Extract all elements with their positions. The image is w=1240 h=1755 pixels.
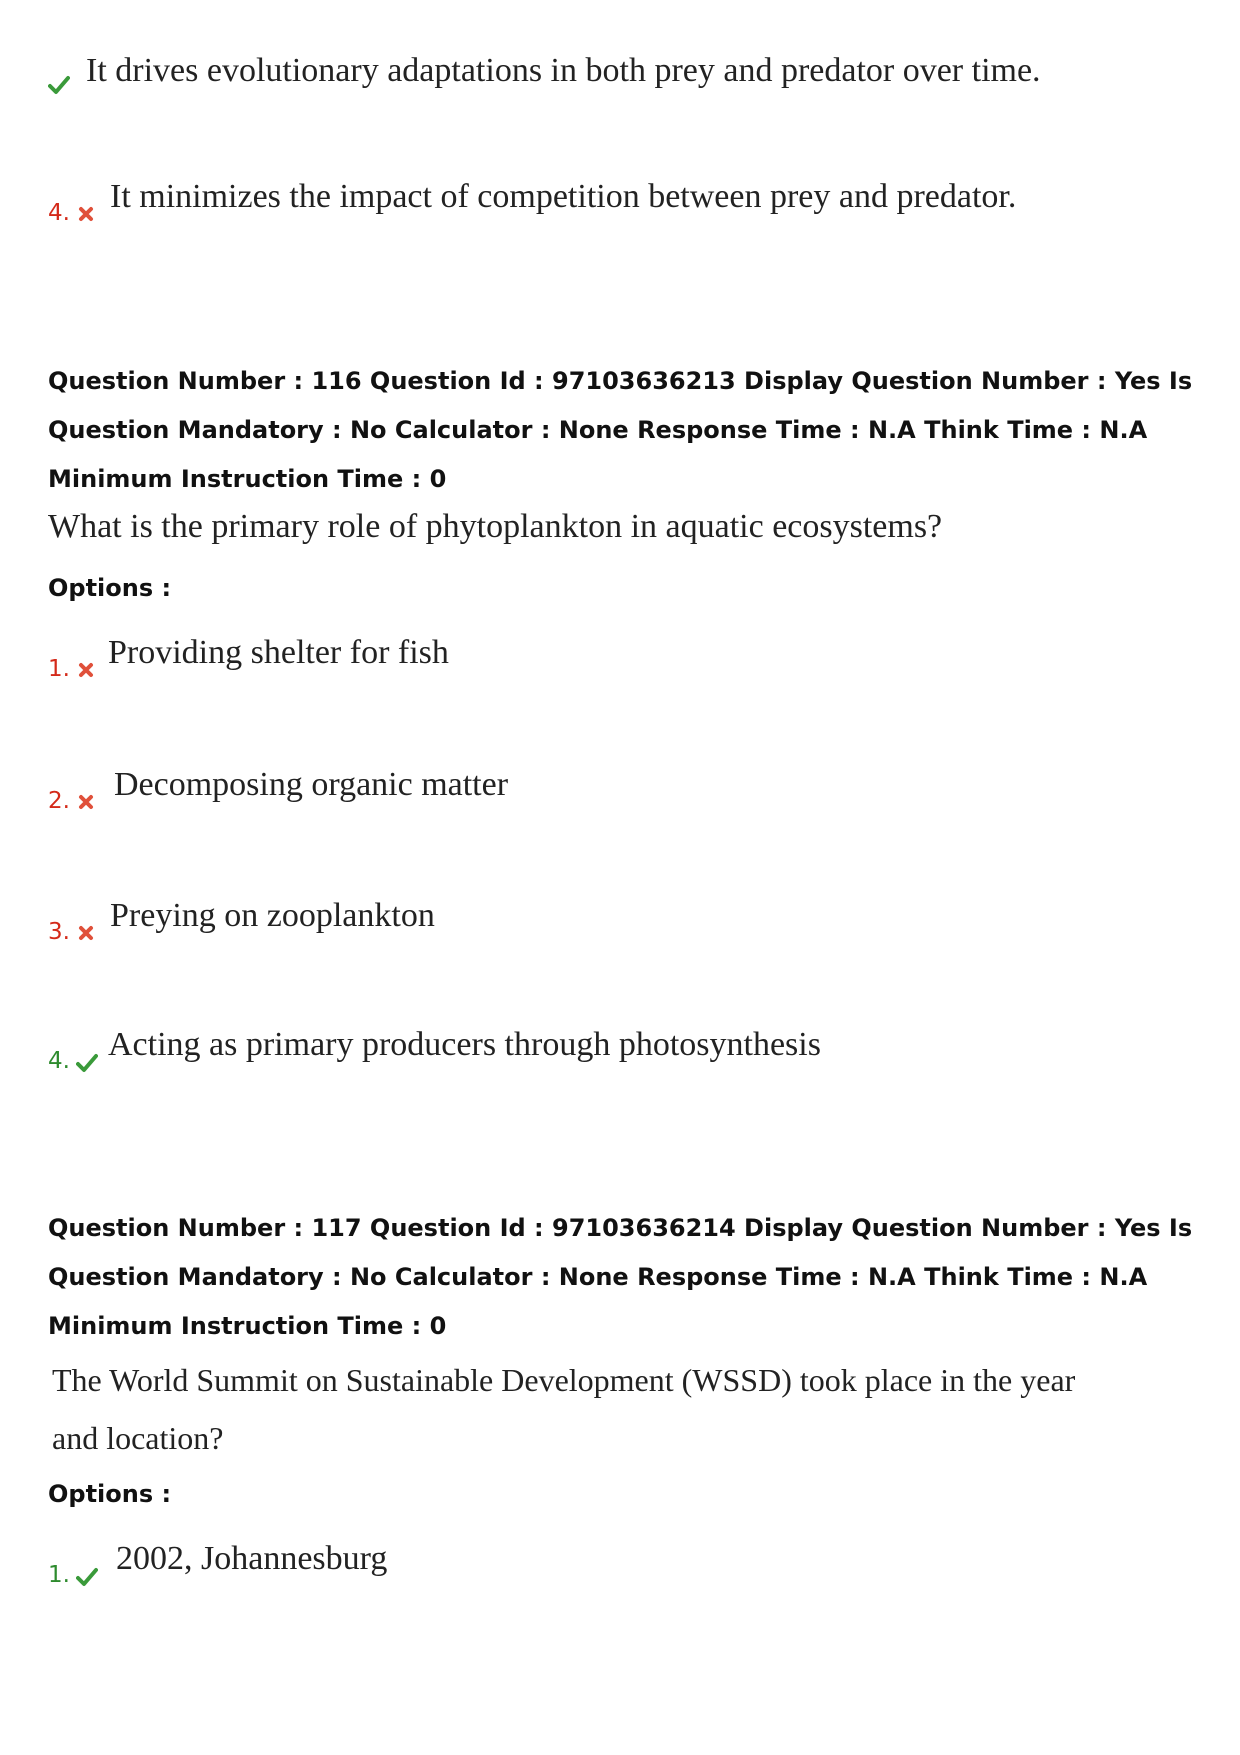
- options-label: Options :: [48, 1480, 172, 1508]
- question-meta: Question Number : 117 Question Id : 97103636214 Display Question Number : Yes Is Question Mandatory : No Calculator : None Response Time : N.A Think Time : N.A Minimum Instruction Time : 0: [48, 1214, 1193, 1340]
- question-text: What is the primary role of phytoplankton in aquatic ecosystems?: [48, 508, 943, 545]
- question-meta: Question Number : 116 Question Id : 97103636213 Display Question Number : Yes Is Question Mandatory : No Calculator : None Response Time : N.A Think Time : N.A Minimum Instruction Time : 0: [48, 367, 1193, 493]
- wrong-cross-icon: [78, 925, 94, 941]
- option-number: 4.: [48, 200, 70, 226]
- correct-check-icon: [76, 1566, 98, 1588]
- option-row: [48, 897, 1048, 945]
- option-row: [48, 48, 1048, 96]
- correct-check-icon: [76, 1052, 98, 1074]
- option-row: [48, 178, 1048, 226]
- option-number: 2.: [48, 788, 70, 814]
- option-row: [48, 1540, 1048, 1588]
- question-text-line2: and location?: [52, 1420, 224, 1456]
- option-text: Decomposing organic matter: [114, 766, 509, 803]
- option-number: 1.: [48, 1562, 70, 1588]
- option-text: It drives evolutionary adaptations in both prey and predator over time.: [86, 52, 1041, 89]
- option-row: [48, 634, 1048, 682]
- options-label: Options :: [48, 574, 172, 602]
- option-number: 1.: [48, 656, 70, 682]
- option-text: 2002, Johannesburg: [116, 1540, 388, 1577]
- option-text: Acting as primary producers through photosynthesis: [108, 1026, 821, 1063]
- wrong-cross-icon: [78, 794, 94, 810]
- option-text: It minimizes the impact of competition between prey and predator.: [110, 178, 1017, 215]
- question-text-line1: The World Summit on Sustainable Development (WSSD) took place in the year: [52, 1362, 1076, 1398]
- option-text: Providing shelter for fish: [108, 634, 449, 671]
- option-row: [48, 766, 1048, 814]
- option-number: 3.: [48, 919, 70, 945]
- option-number: 4.: [48, 1048, 70, 1074]
- wrong-cross-icon: [78, 206, 94, 222]
- wrong-cross-icon: [78, 662, 94, 678]
- option-text: Preying on zooplankton: [110, 897, 435, 934]
- option-row: [48, 1026, 1048, 1074]
- correct-check-icon: [48, 74, 70, 96]
